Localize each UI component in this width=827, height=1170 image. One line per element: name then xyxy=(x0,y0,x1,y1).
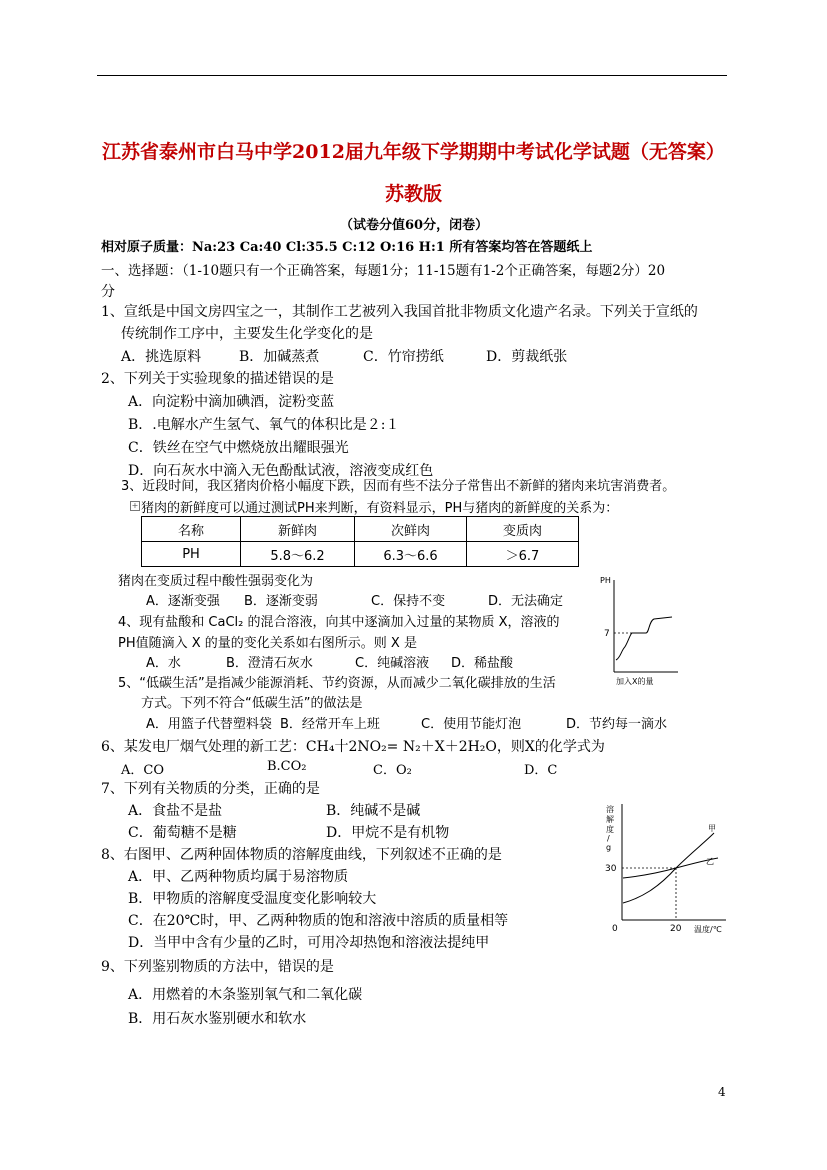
q1-option-c: C．竹帘捞纸 xyxy=(363,349,444,365)
series-label-yi: 乙 xyxy=(706,857,714,866)
table-row xyxy=(142,542,579,567)
q2-option-c: C．铁丝在空气中燃烧放出耀眼强光 xyxy=(128,440,349,456)
q6-stem: 6、某发电厂烟气处理的新工艺：CH₄十2NO₂= N₂＋X＋2H₂O，则X的化学式为 xyxy=(101,739,605,755)
q7-option-b: B．纯碱不是碱 xyxy=(326,803,421,819)
ph-curve xyxy=(616,617,672,660)
q2-option-b: B．.电解水产生氢气、氧气的体积比是２:１ xyxy=(128,417,400,433)
q3-stem-cont: 猪肉的新鲜度可以通过测试PH来判断，有资料显示，PH与猪肉的新鲜度的关系为： xyxy=(141,501,619,516)
atomic-mass-line: 相对原子质量：Na:23 Ca:40 Cl:35.5 C:12 O:16 H:1 所有答案均答在答题纸上 xyxy=(101,240,593,255)
y-label-char: 溶 xyxy=(606,805,614,814)
table-cell: 5.8～6.2 xyxy=(241,542,355,567)
q4-option-a: A．水 xyxy=(146,656,181,671)
q3-option-a: A．逐渐变强 xyxy=(146,594,220,609)
q5-stem-cont: 方式。下列不符合“低碳生活”的做法是 xyxy=(141,696,363,711)
q4-stem: 4、现有盐酸和 CaCl₂ 的混合溶液，向其中逐滴加入过量的某物质 X，溶液的 xyxy=(118,615,560,630)
q6-option-c: C．O₂ xyxy=(373,763,412,778)
exam-title-line2: 苏教版 xyxy=(384,183,442,205)
y-tick-30: 30 xyxy=(605,864,617,874)
q8-option-d: D．当甲中含有少量的乙时，可用冷却热饱和溶液法提纯甲 xyxy=(128,935,490,951)
table-cell: 6.3～6.6 xyxy=(355,542,467,567)
q1-stem-cont: 传统制作工序中，主要发生化学变化的是 xyxy=(121,326,373,342)
table-cell: 变质肉 xyxy=(467,517,579,542)
q5-option-a: A．用篮子代替塑料袋 xyxy=(146,717,272,732)
q1-stem: 1、宣纸是中国文房四宝之一，其制作工艺被列入我国首批非物质文化遗产名录。下列关于宣纸的 xyxy=(101,304,698,320)
q9-stem: 9、下列鉴别物质的方法中，错误的是 xyxy=(101,959,334,975)
q3-option-b: B．逐渐变弱 xyxy=(244,594,318,609)
q8-option-c: C．在20℃时，甲、乙两种物质的饱和溶液中溶质的质量相等 xyxy=(128,913,509,929)
q3-stem-tail: 猪肉在变质过程中酸性强弱变化为 xyxy=(118,574,314,589)
x-tick-20: 20 xyxy=(670,924,682,934)
ph-curve-chart xyxy=(592,572,684,690)
x-axis-label: 加入X的量 xyxy=(616,677,654,686)
q7-stem: 7、下列有关物质的分类，正确的是 xyxy=(101,781,320,797)
move-handle-icon: + xyxy=(131,501,139,510)
table-cell: 名称 xyxy=(142,517,241,542)
q3-stem: 3、近段时间，我区猪肉价格小幅度下跌，因而有些不法分子常售出不新鲜的猪肉来坑害消费者。 xyxy=(121,479,676,494)
table-header-row xyxy=(142,517,579,542)
q6-option-d: D．C xyxy=(524,763,558,778)
origin-label: 0 xyxy=(612,924,618,934)
y-tick-7: 7 xyxy=(604,629,610,639)
q6-option-a: A．CO xyxy=(121,763,164,778)
table-cell: PH xyxy=(142,542,241,567)
q4-option-c: C．纯碱溶液 xyxy=(355,656,430,671)
q5-option-c: C．使用节能灯泡 xyxy=(421,717,522,732)
q9-option-b: B．用石灰水鉴别硬水和软水 xyxy=(128,1011,307,1027)
q1-option-a: A．挑选原料 xyxy=(121,349,202,365)
curve-jia xyxy=(623,833,714,903)
score-note: （试卷分值60分，闭卷） xyxy=(340,218,489,233)
x-axis-label: 温度/℃ xyxy=(694,925,722,934)
q5-stem: 5、“低碳生活”是指减少能源消耗、节约资源，从而减少二氧化碳排放的生活 xyxy=(118,676,556,691)
solubility-curve-chart xyxy=(596,798,734,938)
q8-option-b: B．甲物质的溶解度受温度变化影响较大 xyxy=(128,891,377,907)
table-cell: ＞6.7 xyxy=(467,542,579,567)
q5-option-d: D．节约每一滴水 xyxy=(566,717,668,732)
q8-option-a: A．甲、乙两种物质均属于易溶物质 xyxy=(128,869,349,885)
y-label-char: g xyxy=(606,843,612,852)
y-axis-label: PH xyxy=(600,576,611,585)
ph-freshness-table xyxy=(141,516,579,567)
q2-option-d: D．向石灰水中滴入无色酚酞试液，溶液变成红色 xyxy=(128,463,434,479)
q7-option-c: C．葡萄糖不是糖 xyxy=(128,825,237,841)
q1-option-b: B．加碱蒸煮 xyxy=(239,349,320,365)
q3-option-c: C．保持不变 xyxy=(371,594,446,609)
q4-option-d: D．稀盐酸 xyxy=(451,656,514,671)
q2-option-a: A．向淀粉中滴加碘酒，淀粉变蓝 xyxy=(128,394,335,410)
q4-option-b: B．澄清石灰水 xyxy=(226,656,313,671)
q7-option-d: D．甲烷不是有机物 xyxy=(326,825,450,841)
q2-stem: 2、下列关于实验现象的描述错误的是 xyxy=(101,371,334,387)
section-heading: 一、选择题：（1-10题只有一个正确答案，每题1分；11-15题有1-2个正确答案，每题2分）20 xyxy=(101,263,666,279)
exam-title: 江苏省泰州市白马中学2012届九年级下学期期中考试化学试题（无答案） xyxy=(102,141,725,163)
q4-stem-cont: PH值随滴入 X 的量的变化关系如右图所示。则 X 是 xyxy=(118,636,417,651)
header-rule xyxy=(97,75,727,76)
q1-option-d: D．剪裁纸张 xyxy=(486,349,568,365)
section-heading-cont: 分 xyxy=(101,284,115,300)
y-label-char: / xyxy=(607,834,610,843)
page-number: 4 xyxy=(718,1085,726,1099)
q5-option-b: B．经常开车上班 xyxy=(280,717,380,732)
q9-option-a: A．用燃着的木条鉴别氧气和二氧化碳 xyxy=(128,987,363,1003)
table-cell: 新鲜肉 xyxy=(241,517,355,542)
series-label-jia: 甲 xyxy=(708,824,716,833)
q6-option-b: B.CO₂ xyxy=(267,759,307,774)
q8-stem: 8、右图甲、乙两种固体物质的溶解度曲线，下列叙述不正确的是 xyxy=(101,847,502,863)
q7-option-a: A．食盐不是盐 xyxy=(128,803,223,819)
y-label-char: 解 xyxy=(606,815,614,824)
q3-option-d: D．无法确定 xyxy=(488,594,564,609)
table-cell: 次鲜肉 xyxy=(355,517,467,542)
y-label-char: 度 xyxy=(606,825,614,834)
